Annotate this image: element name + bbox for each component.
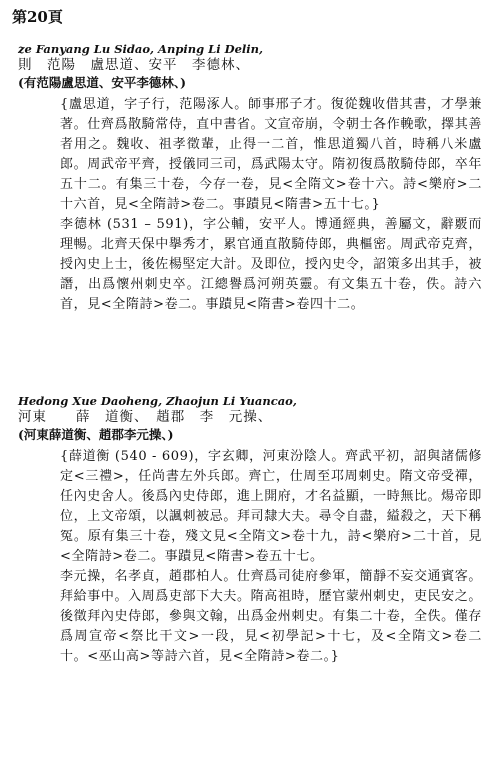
annotation-block — [18, 447, 488, 667]
page-number: 第20頁 — [12, 8, 63, 26]
annotation-paragraph-lu-sidao: {盧思道，字子行，范陽涿人。師事邢子才。復從魏收借其書，才學兼著。仕齊爲散騎常侍，直中書省。文宣帝崩，令朝士各作輓歌，擇其善者用之。魏收、祖孝徵輩，止得一二首，惟思道獨八首，時稱八米盧郎。周武帝平齊，授儀同三司，爲武陽太守。隋初復爲散騎侍郎，卒年五十二。有集三十卷，今存一卷，見<全隋文>卷十六。詩<樂府>二十六首，見<全隋詩>卷二。事蹟見<隋書>五十七。} — [60, 97, 482, 212]
annotation-paragraph-xue-daoheng: {薛道衡 (540 - 609)，字玄卿，河東汾陰人。齊武平初，詔與諸儒修定<三禮>，任尚書左外兵郎。齊亡，仕周至邛周刺史。隋文帝受禪，任內史舍人。後爲內史侍郎，進上開府，才名益顯，一時無比。煬帝即位，上文帝頌，以諷刺被忌。拜司隸大夫。尋令自盡，縊殺之，天下稱冤。原有集三十卷，殘文見<全隋文>卷十九，詩<樂府>二十首，見<全隋詩>卷二。事蹟見<隋書>卷五十七。 — [60, 449, 482, 564]
annotation-block — [18, 95, 488, 315]
parenthetical-heading: (河東薛道衡、趙郡李元操、) — [18, 427, 174, 442]
romanized-heading: Hedong Xue Daoheng, Zhaojun Li Yuancao, — [18, 394, 297, 408]
entry-xue-daoheng-li-yuancao — [18, 394, 488, 667]
annotation-paragraph-li-yuancao: 李元操，名孝貞，趙郡柏人。仕齊爲司徒府參軍，簡靜不妄交通賓客。拜給事中。入周爲吏部下大夫。隋高祖時，歷官蒙州刺史，吏民安之。後徵拜內史侍郎，參與文翰，出爲金州刺史。有集二十卷，全佚。僅存爲周宣帝<祭比干文>一段，見<初學記>十七，及<全隋文>卷二十。<巫山高>等詩六首，見<全隋詩>卷二。} — [60, 569, 482, 664]
entry-lu-sidao-li-delin — [18, 42, 488, 315]
chinese-heading: 則 范陽 盧思道、安平 李德林、 — [18, 57, 250, 73]
chinese-heading: 河東 薛 道衡、 趙郡 李 元操、 — [18, 409, 273, 425]
romanized-heading: ze Fanyang Lu Sidao, Anping Li Delin, — [18, 42, 263, 56]
parenthetical-heading: (有范陽盧思道、安平李德林、) — [18, 75, 187, 90]
annotation-paragraph-li-delin: 李德林 (531 – 591)，字公輔，安平人。博通經典，善屬文，辭覈而理暢。北齊天保中擧秀才，累官通直散騎侍郎，典樞密。周武帝克齊，授內史上士，後佐楊堅定大計。及即位，授內史令，詔策多出其手，被譖，出爲懷州刺史卒。江總譽爲河朔英靈。有文集五十卷，佚。詩六首，見<全隋詩>卷二。事蹟見<隋書>卷四十二。 — [60, 217, 482, 312]
